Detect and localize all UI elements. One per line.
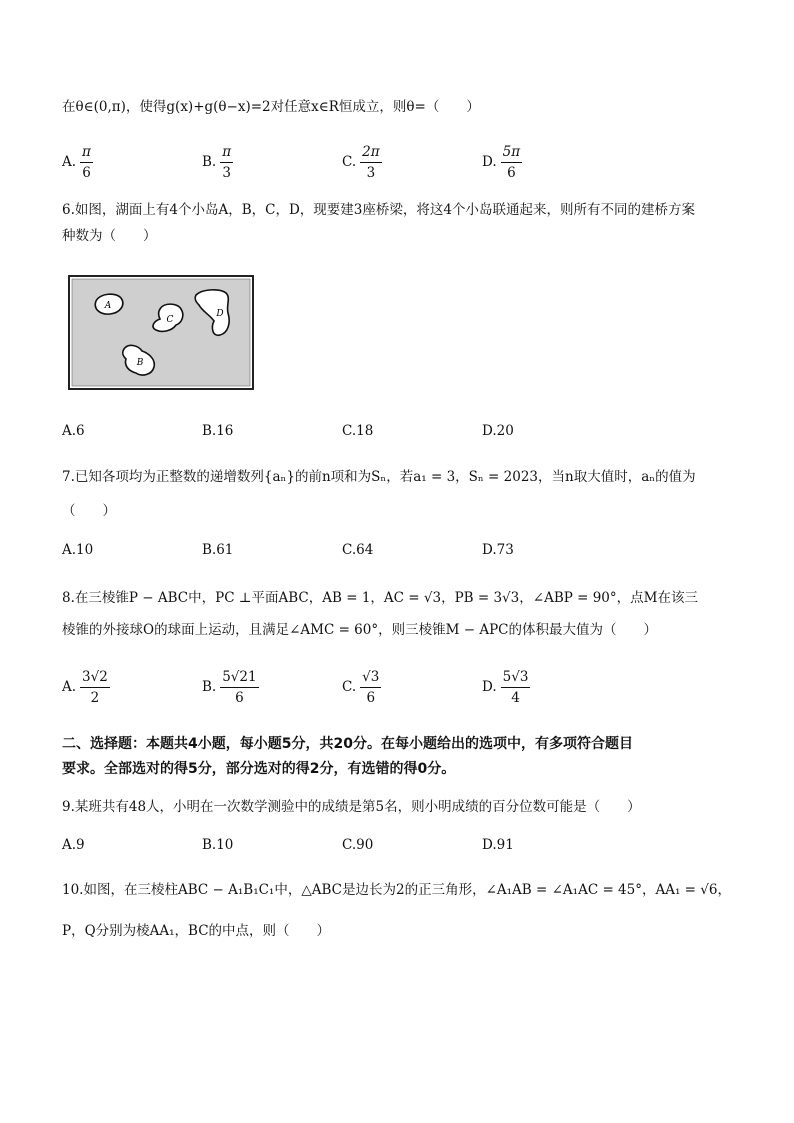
option-letter: B. xyxy=(202,542,217,558)
section2-line1: 二、选择题：本题共4小题，每小题5分，共20分。在每小题给出的选项中，有多项符合题目 xyxy=(62,736,633,752)
q8-stem-line1: 8.在三棱锥P − ABC中，PC ⊥平面ABC，AB = 1，AC = √3，PB = 3√3，∠ABP = 90°，点M在该三 xyxy=(62,590,698,606)
q9-option-a xyxy=(62,835,85,855)
option-letter: C. xyxy=(342,154,357,170)
q6-stem-line1: 6.如图，湖面上有4个小岛A，B，C，D，现要建3座桥梁，将这4个小岛联通起来，则所有不同的建桥方案 xyxy=(62,202,695,218)
option-text: 10 xyxy=(216,837,234,853)
fraction xyxy=(360,143,381,182)
option-text: 18 xyxy=(356,423,374,439)
option-letter: D. xyxy=(482,542,497,558)
island-a xyxy=(95,294,122,314)
q10-stem-line1: 10.如图，在三棱柱ABC − A₁B₁C₁中，△ABC是边长为2的正三角形，∠A₁AB = ∠A₁AC = 45°，AA₁ = √6， xyxy=(62,882,731,898)
option-letter: D. xyxy=(482,837,497,853)
q9-stem: 9.某班共有48人，小明在一次数学测验中的成绩是第5名，则小明成绩的百分位数可能是（ ） xyxy=(62,799,641,815)
option-text: 6 xyxy=(76,423,85,439)
option-letter: B. xyxy=(202,679,217,695)
island-label-b: B xyxy=(136,358,144,368)
fraction xyxy=(220,143,233,182)
q8-options xyxy=(62,665,762,709)
q6-option-c xyxy=(342,421,373,441)
option-letter: D. xyxy=(482,154,497,170)
q7-option-b xyxy=(202,540,233,560)
option-text: 61 xyxy=(216,542,234,558)
fraction xyxy=(80,668,110,707)
fraction xyxy=(220,668,258,707)
q5-option-d xyxy=(482,140,522,184)
q7-stem-line1: 7.已知各项均为正整数的递增数列{aₙ}的前n项和为Sₙ，若a₁ = 3，Sₙ = 2023，当n取大值时，aₙ的值为 xyxy=(62,469,696,485)
numerator: 5√21 xyxy=(220,668,258,688)
fraction xyxy=(360,668,381,707)
option-text: 90 xyxy=(356,837,374,853)
option-text: 64 xyxy=(356,542,374,558)
option-text: 10 xyxy=(76,542,94,558)
q8-option-b xyxy=(202,665,259,709)
q7-option-a xyxy=(62,540,93,560)
fraction xyxy=(501,143,522,182)
option-letter: C. xyxy=(342,542,357,558)
denominator: 3 xyxy=(366,164,376,181)
option-text: 91 xyxy=(496,837,514,853)
option-text: 9 xyxy=(76,837,85,853)
numerator: 3√2 xyxy=(80,668,110,688)
q5-option-b xyxy=(202,140,233,184)
option-letter: C. xyxy=(342,679,357,695)
denominator: 6 xyxy=(235,689,244,706)
option-letter: B. xyxy=(202,423,217,439)
numerator: √3 xyxy=(360,668,381,688)
option-letter: C. xyxy=(342,423,357,439)
denominator: 6 xyxy=(366,689,376,706)
q8-stem-line2: 棱锥的外接球O的球面上运动，且满足∠AMC = 60°，则三棱锥M − APC的体积最大值为（ ） xyxy=(62,622,657,638)
option-letter: C. xyxy=(342,837,357,853)
q6-stem-line2: 种数为（ ） xyxy=(62,228,157,244)
option-letter: B. xyxy=(202,154,217,170)
numerator: π xyxy=(220,143,233,163)
q7-options xyxy=(62,540,762,560)
q8-option-d xyxy=(482,665,530,709)
numerator: 2π xyxy=(360,143,381,163)
q7-stem-line2: （ ） xyxy=(62,503,116,519)
q7-option-d xyxy=(482,540,514,560)
option-letter: B. xyxy=(202,837,217,853)
denominator: 6 xyxy=(507,164,516,181)
option-letter: A. xyxy=(62,542,77,558)
q8-option-a xyxy=(62,665,110,709)
q7-option-c xyxy=(342,540,373,560)
q9-option-d xyxy=(482,835,514,855)
q5-options xyxy=(62,140,762,184)
fraction xyxy=(501,668,531,707)
fraction xyxy=(80,143,93,182)
option-text: 20 xyxy=(496,423,514,439)
option-letter: A. xyxy=(62,837,77,853)
option-letter: D. xyxy=(482,423,497,439)
lake-islands-figure xyxy=(68,275,254,390)
option-letter: A. xyxy=(62,423,77,439)
q5-option-c xyxy=(342,140,382,184)
q8-option-c xyxy=(342,665,381,709)
q5-stem: 在θ∈(0,π)，使得g(x)+g(θ−x)=2对任意x∈R恒成立，则θ=（ ） xyxy=(62,99,480,115)
q6-option-b xyxy=(202,421,233,441)
island-label-a: A xyxy=(104,301,112,311)
q9-option-b xyxy=(202,835,233,855)
option-text: 16 xyxy=(216,423,234,439)
option-letter: D. xyxy=(482,679,497,695)
section2-line2: 要求。全部选对的得5分，部分选对的得2分，有选错的得0分。 xyxy=(62,761,456,777)
numerator: π xyxy=(80,143,93,163)
q6-option-a xyxy=(62,421,85,441)
q6-options xyxy=(62,421,762,441)
denominator: 2 xyxy=(90,689,100,706)
option-text: 73 xyxy=(496,542,514,558)
q9-options xyxy=(62,835,762,855)
option-letter: A. xyxy=(62,679,77,695)
denominator: 3 xyxy=(222,164,231,181)
q5-option-a xyxy=(62,140,93,184)
denominator: 4 xyxy=(511,689,520,706)
option-letter: A. xyxy=(62,154,77,170)
denominator: 6 xyxy=(82,164,91,181)
numerator: 5π xyxy=(501,143,522,163)
numerator: 5√3 xyxy=(501,668,531,688)
q9-option-c xyxy=(342,835,373,855)
island-label-d: D xyxy=(216,309,224,319)
q6-option-d xyxy=(482,421,514,441)
island-label-c: C xyxy=(166,315,174,325)
q10-stem-line2: P，Q分别为棱AA₁，BC的中点，则（ ） xyxy=(62,923,331,939)
